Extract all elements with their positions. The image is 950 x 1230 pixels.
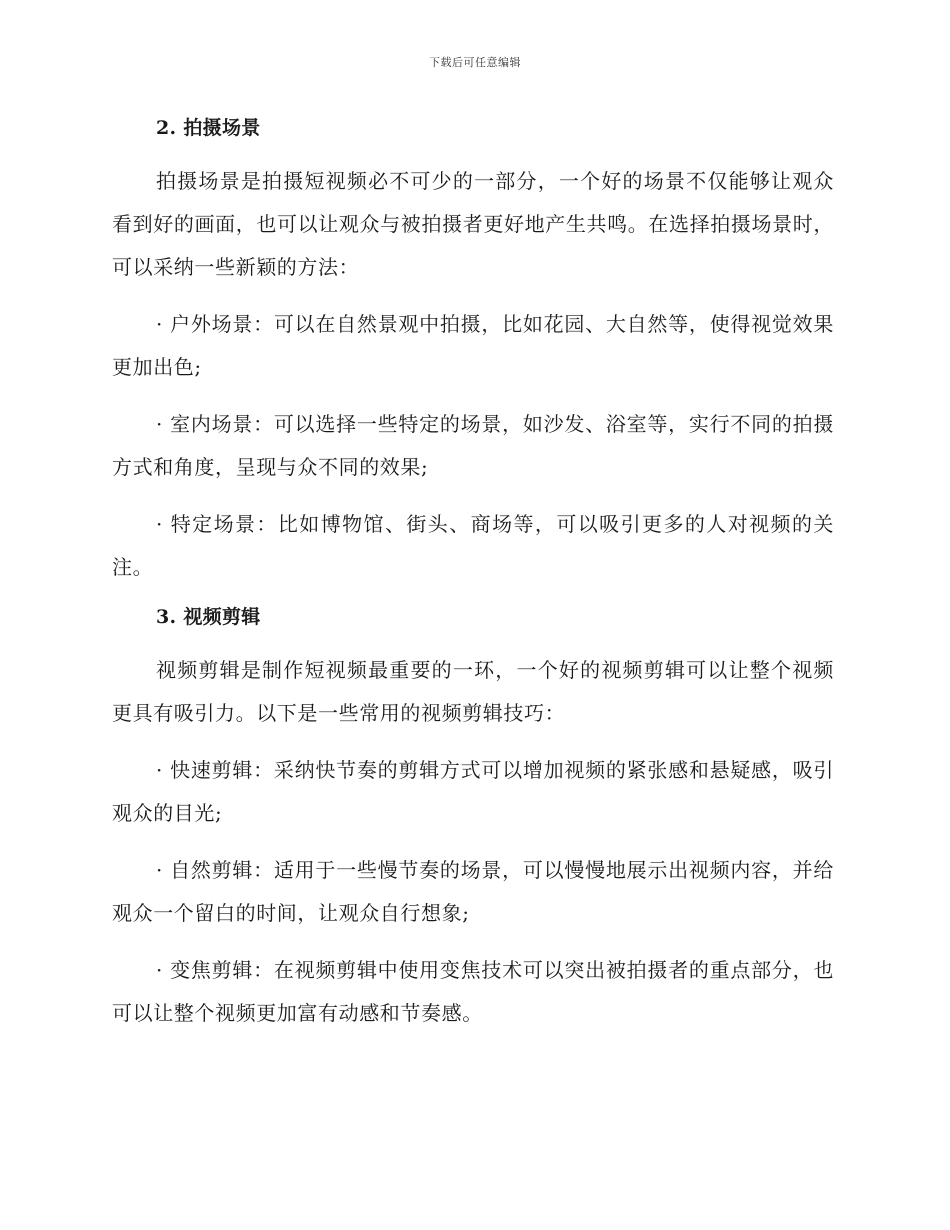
bullet-indoor-scene: · 室内场景：可以选择一些特定的场景，如沙发、浴室等，实行不同的拍摄方式和角度，呈现与众不同的效果; bbox=[112, 412, 834, 479]
bullet-natural-editing: · 自然剪辑：适用于一些慢节奏的场景，可以慢慢地展示出视频内容，并给观众一个留白的时间，让观众自行想象; bbox=[112, 858, 834, 925]
bullet-zoom-editing: · 变焦剪辑：在视频剪辑中使用变焦技术可以突出被拍摄者的重点部分，也可以让整个视频更加富有动感和节奏感。 bbox=[112, 958, 834, 1025]
section-heading-shooting-scene: 2. 拍摄场景 bbox=[156, 117, 261, 139]
document-body bbox=[112, 114, 834, 1049]
section-heading-video-editing: 3. 视频剪辑 bbox=[156, 606, 261, 628]
section-paragraph-shooting-scene: 拍摄场景是拍摄短视频必不可少的一部分，一个好的场景不仅能够让观众看到好的画面，也可以让观众与被拍摄者更好地产生共鸣。在选择拍摄场景时，可以采纳一些新颖的方法： bbox=[112, 169, 834, 279]
bullet-specific-scene: · 特定场景：比如博物馆、街头、商场等，可以吸引更多的人对视频的关注。 bbox=[112, 512, 834, 579]
section-paragraph-video-editing: 视频剪辑是制作短视频最重要的一环，一个好的视频剪辑可以让整个视频更具有吸引力。以下是一些常用的视频剪辑技巧： bbox=[112, 658, 834, 725]
bullet-fast-editing: · 快速剪辑：采纳快节奏的剪辑方式可以增加视频的紧张感和悬疑感，吸引观众的目光; bbox=[112, 758, 834, 825]
bullet-outdoor-scene: · 户外场景：可以在自然景观中拍摄，比如花园、大自然等，使得视觉效果更加出色; bbox=[112, 312, 834, 379]
page-header: 下载后可任意编辑 bbox=[429, 56, 521, 69]
